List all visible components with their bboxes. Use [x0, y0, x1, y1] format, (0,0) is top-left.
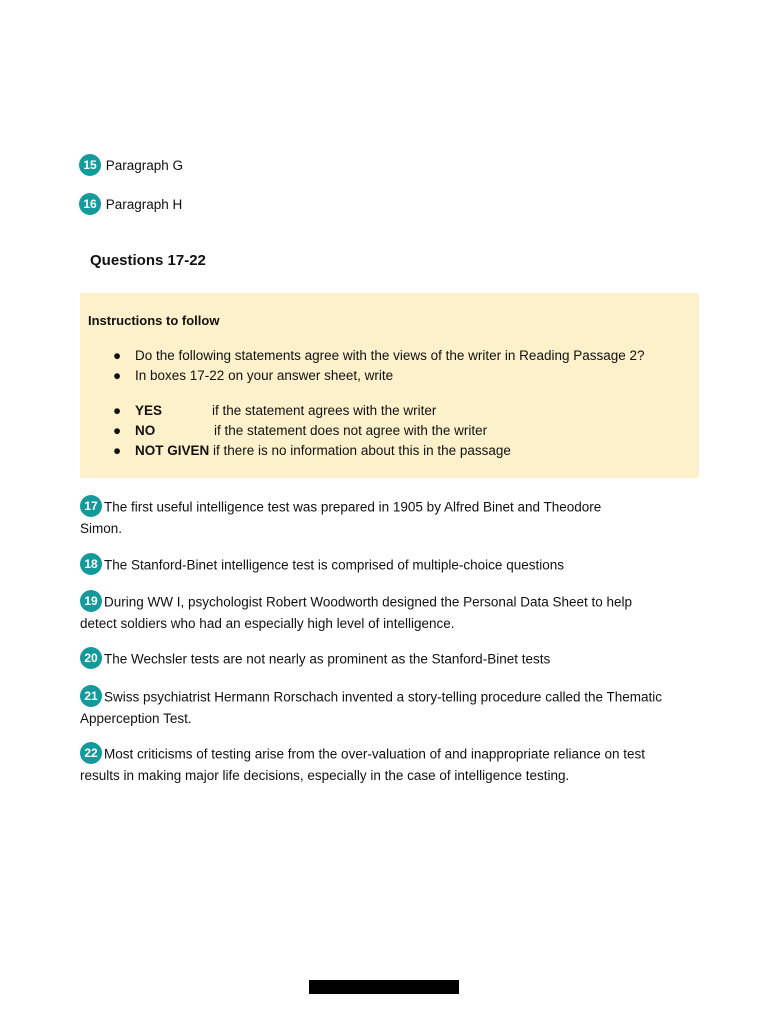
section-title: Questions 17-22 — [90, 252, 206, 269]
option-key: NO — [135, 423, 156, 438]
question-number-badge: 16 — [79, 193, 101, 215]
question-item — [80, 555, 680, 577]
answer-option — [113, 423, 487, 438]
option-text: if the statement does not agree with the writer — [214, 423, 488, 438]
bullet-icon: ● — [113, 368, 122, 383]
question-text-line2: Apperception Test. — [80, 711, 192, 726]
question-text-line1: During WW I, psychologist Robert Woodworth designed the Personal Data Sheet to help — [104, 594, 633, 610]
option-key: YES — [135, 403, 163, 418]
question-number-badge: 20 — [80, 647, 102, 669]
instruction-text: In boxes 17-22 on your answer sheet, write — [135, 368, 394, 383]
option-text: if there is no information about this in the passage — [213, 443, 511, 458]
question-item — [80, 744, 680, 785]
question-text-line1: The Wechsler tests are not nearly as prominent as the Stanford-Binet tests — [104, 651, 551, 667]
bullet-icon: ● — [113, 443, 122, 458]
bullet-icon: ● — [113, 423, 122, 438]
question-item — [80, 592, 680, 633]
bullet-icon: ● — [113, 403, 122, 418]
question-number-badge: 19 — [80, 590, 102, 612]
paragraph-item — [79, 154, 183, 176]
question-number-badge: 18 — [80, 553, 102, 575]
question-item — [80, 687, 680, 728]
paragraph-item — [79, 193, 182, 215]
question-text-line1: Swiss psychiatrist Hermann Rorschach invented a story-telling procedure called the Thematic — [104, 689, 663, 705]
question-text-line1: The first useful intelligence test was prepared in 1905 by Alfred Binet and Theodore — [104, 499, 602, 515]
question-text-line2: results in making major life decisions, especially in the case of intelligence testing. — [80, 768, 570, 783]
paragraph-label: Paragraph G — [105, 157, 184, 173]
question-item — [80, 649, 680, 671]
question-number-badge: 22 — [80, 742, 102, 764]
question-text-line1: The Stanford-Binet intelligence test is comprised of multiple-choice questions — [104, 557, 564, 573]
question-text-line1: Most criticisms of testing arise from the over-valuation of and inappropriate reliance on test — [104, 746, 646, 762]
footer-bar — [309, 980, 459, 994]
instructions-box — [80, 293, 699, 478]
question-number-badge: 15 — [79, 154, 101, 176]
paragraph-label: Paragraph H — [105, 196, 183, 212]
question-text-line2: detect soldiers who had an especially high level of intelligence. — [80, 616, 455, 631]
instruction-text: Do the following statements agree with the views of the writer in Reading Passage 2? — [135, 348, 645, 363]
answer-option — [113, 403, 436, 418]
answer-option — [113, 443, 511, 458]
option-key: NOT GIVEN — [135, 443, 210, 458]
question-number-badge: 21 — [80, 685, 102, 707]
question-number-badge: 17 — [80, 495, 102, 517]
bullet-icon: ● — [113, 348, 122, 363]
instruction-bullet — [113, 368, 393, 383]
option-text: if the statement agrees with the writer — [212, 403, 437, 418]
instructions-title: Instructions to follow — [88, 313, 220, 328]
question-item — [80, 497, 680, 538]
question-text-line2: Simon. — [80, 521, 123, 536]
instruction-bullet — [113, 348, 645, 363]
